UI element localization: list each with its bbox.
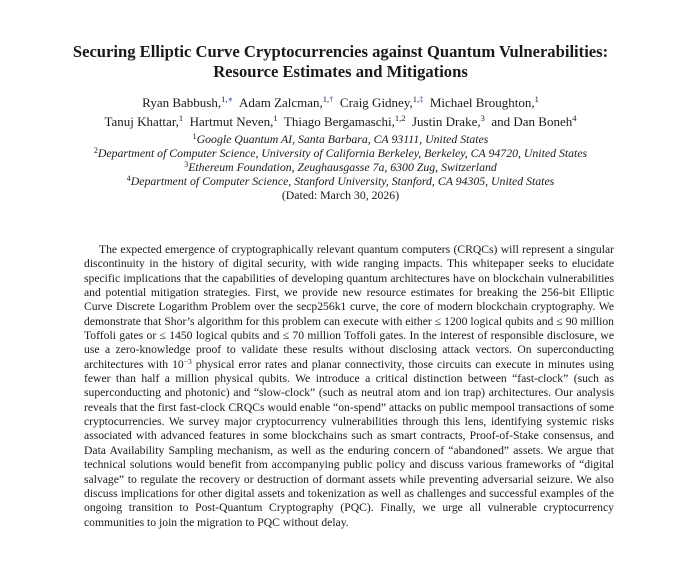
author-affiliation-mark: 1 bbox=[273, 113, 278, 123]
author-list-line-1 bbox=[0, 94, 681, 111]
affiliation-text: Department of Computer Science, University of California Berkeley, Berkeley, CA 94720, United States bbox=[97, 146, 588, 160]
paper-title-line-1: Securing Elliptic Curve Cryptocurrencies against Quantum Vulnerabilities: bbox=[72, 42, 609, 61]
affiliation-text: Google Quantum AI, Santa Barbara, CA 93111, United States bbox=[196, 132, 489, 146]
footnote-mark[interactable]: ‡ bbox=[419, 94, 424, 104]
abstract-text-part-2: physical error rates and planar connectivity, those circuits can execute in minutes using fewer than half a million physical qubits. We introduce a critical distinction between “fast-clock” (such as superconducting and photonic) and “slow-clock” (such as neutral atom and ion trap) architectures. Our analysis reveals that the first fast-clock CRQCs would enable “on-spend” attacks on public mempool transactions of some cryptocurrencies. We survey major cryptocurrency vulnerabilities through this lens, identifying systemic risks associated with advanced features in some blockchains such as smart contracts, Proof-of-Stake consensus, and Data Availability Sampling mechanism, as well as the enduring concern of “abandoned” assets. We argue that technical solutions would benefit from accompanying public policy and discuss various frameworks of “digital salvage” to regulate the recovery or destruction of dormant assets while preventing adversarial seizure. We also discuss implications for other digital assets and tokenization as well as challenges and successful examples of the ongoing transition to Post-Quantum Cryptography (PQC). Finally, we urge all vulnerable cryptocurrency communities to join the migration to PQC without delay. bbox=[84, 357, 615, 529]
footnote-mark[interactable]: ∗ bbox=[227, 94, 234, 104]
author-affiliation-mark: 1,‡ bbox=[412, 94, 424, 104]
affiliation-1 bbox=[0, 132, 681, 146]
affiliation-4 bbox=[0, 174, 681, 188]
author-name: Thiago Bergamaschi, bbox=[283, 114, 395, 129]
author-affiliation-mark: 4 bbox=[572, 113, 577, 123]
author-name: Hartmut Neven, bbox=[189, 114, 274, 129]
paper-date: (Dated: March 30, 2026) bbox=[281, 188, 400, 202]
author-name: Ryan Babbush, bbox=[142, 95, 222, 110]
affiliation-number: 1 bbox=[192, 132, 197, 141]
author-list-line-2 bbox=[0, 113, 681, 130]
author-name: Adam Zalcman, bbox=[239, 95, 323, 110]
author-affiliation-mark: 1,2 bbox=[394, 113, 406, 123]
author-affiliation-mark: 1,∗ bbox=[221, 94, 234, 104]
affiliation-text: Department of Computer Science, Stanford University, Stanford, CA 94305, United States bbox=[130, 174, 555, 188]
author-name: Justin Drake, bbox=[412, 114, 481, 129]
error-rate-exponent: −3 bbox=[183, 356, 192, 366]
paper-title-line-2: Resource Estimates and Mitigations bbox=[213, 62, 468, 81]
affiliation-text: Ethereum Foundation, Zeughausgasse 7a, 6300 Zug, Switzerland bbox=[188, 160, 497, 174]
author-affiliation-mark: 1,† bbox=[322, 94, 334, 104]
affiliation-number: 3 bbox=[184, 160, 189, 169]
author-name: Michael Broughton, bbox=[429, 95, 535, 110]
author-name: and Dan Boneh bbox=[491, 114, 573, 129]
abstract-text-part-1: The expected emergence of cryptographically relevant quantum computers (CRQCs) will represent a singular discontinuity in the history of digital security, with wide ranging impacts. This whitepaper seeks to elucidate specific implications that the capabilities of developing quantum architectures have on blockchain vulnerabilities and potential mitigation strategies. First, we provide new resource estimates for breaking the 256-bit Elliptic Curve Discrete Logarithm Problem over the secp256k1 curve, the core of modern blockchain cryptography. We demonstrate that Shor’s algorithm for this problem can execute with either ≤ 1200 logical qubits and ≤ 90 million Toffoli gates or ≤ 1450 logical qubits and ≤ 70 million Toffoli gates. In the interest of responsible disclosure, we use a zero-knowledge proof to validate these results without disclosing attack vectors. On superconducting architectures with 10 bbox=[84, 243, 614, 371]
affiliation-number: 2 bbox=[93, 146, 98, 155]
author-affiliation-mark: 3 bbox=[480, 113, 485, 123]
footnote-mark[interactable]: † bbox=[329, 94, 334, 104]
affiliation-2 bbox=[0, 146, 681, 160]
abstract-paragraph bbox=[84, 243, 614, 530]
affiliation-number: 4 bbox=[126, 174, 131, 183]
author-name: Craig Gidney, bbox=[339, 95, 413, 110]
author-affiliation-mark: 1 bbox=[178, 113, 184, 123]
author-name: Tanuj Khattar, bbox=[104, 114, 179, 129]
author-affiliation-mark: 1 bbox=[534, 94, 539, 104]
affiliation-3 bbox=[0, 160, 681, 174]
